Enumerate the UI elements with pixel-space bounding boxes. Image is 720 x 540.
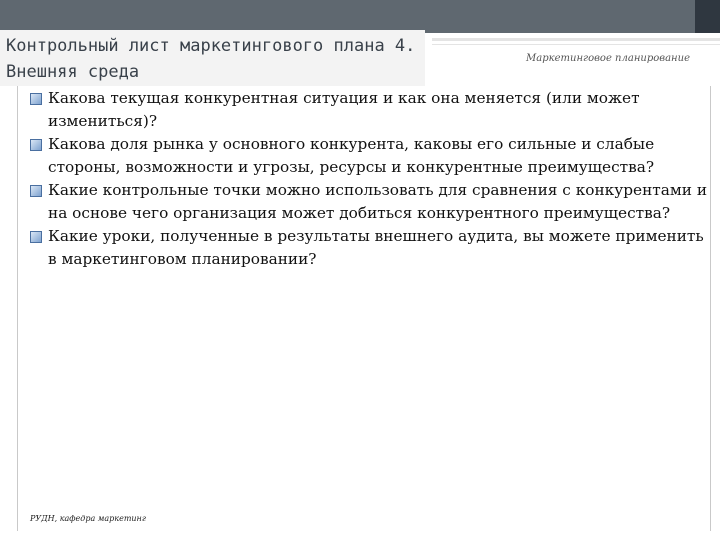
top-bar bbox=[0, 0, 720, 33]
bullet-text: Какие контрольные точки можно использовать для сравнения с конкурентами и на основе чего организация может добиться конкурентного преимущества? bbox=[48, 181, 708, 222]
bullet-text: Какова доля рынка у основного конкурента, каковы его сильные и слабые стороны, возможности и угрозы, ресурсы и конкурентные преимущества? bbox=[48, 135, 655, 176]
bullet-box-icon bbox=[30, 231, 42, 243]
header-rule bbox=[432, 38, 720, 41]
title-line-1: Контрольный лист маркетингового плана 4. bbox=[6, 36, 416, 56]
bullet-list bbox=[30, 87, 710, 271]
bullet-item bbox=[30, 87, 710, 133]
bullet-item bbox=[30, 225, 710, 271]
bullet-box-icon bbox=[30, 185, 42, 197]
footer-text: РУДН, кафедра маркетинг bbox=[30, 514, 146, 523]
bullet-item bbox=[30, 179, 710, 225]
bullet-text: Какие уроки, полученные в результаты внешнего аудита, вы можете применить в маркетинговом планировании? bbox=[48, 227, 704, 268]
header-caption: Маркетинговое планирование bbox=[526, 53, 690, 64]
bullet-text: Какова текущая конкурентная ситуация и как она меняется (или может измениться)? bbox=[48, 89, 640, 130]
bullet-box-icon bbox=[30, 139, 42, 151]
top-bar-accent bbox=[695, 0, 720, 33]
bullet-box-icon bbox=[30, 93, 42, 105]
title-line-2: Внешняя среда bbox=[6, 62, 140, 82]
header-rule-thin bbox=[432, 44, 720, 45]
bullet-item bbox=[30, 133, 710, 179]
slide-title bbox=[6, 33, 415, 85]
